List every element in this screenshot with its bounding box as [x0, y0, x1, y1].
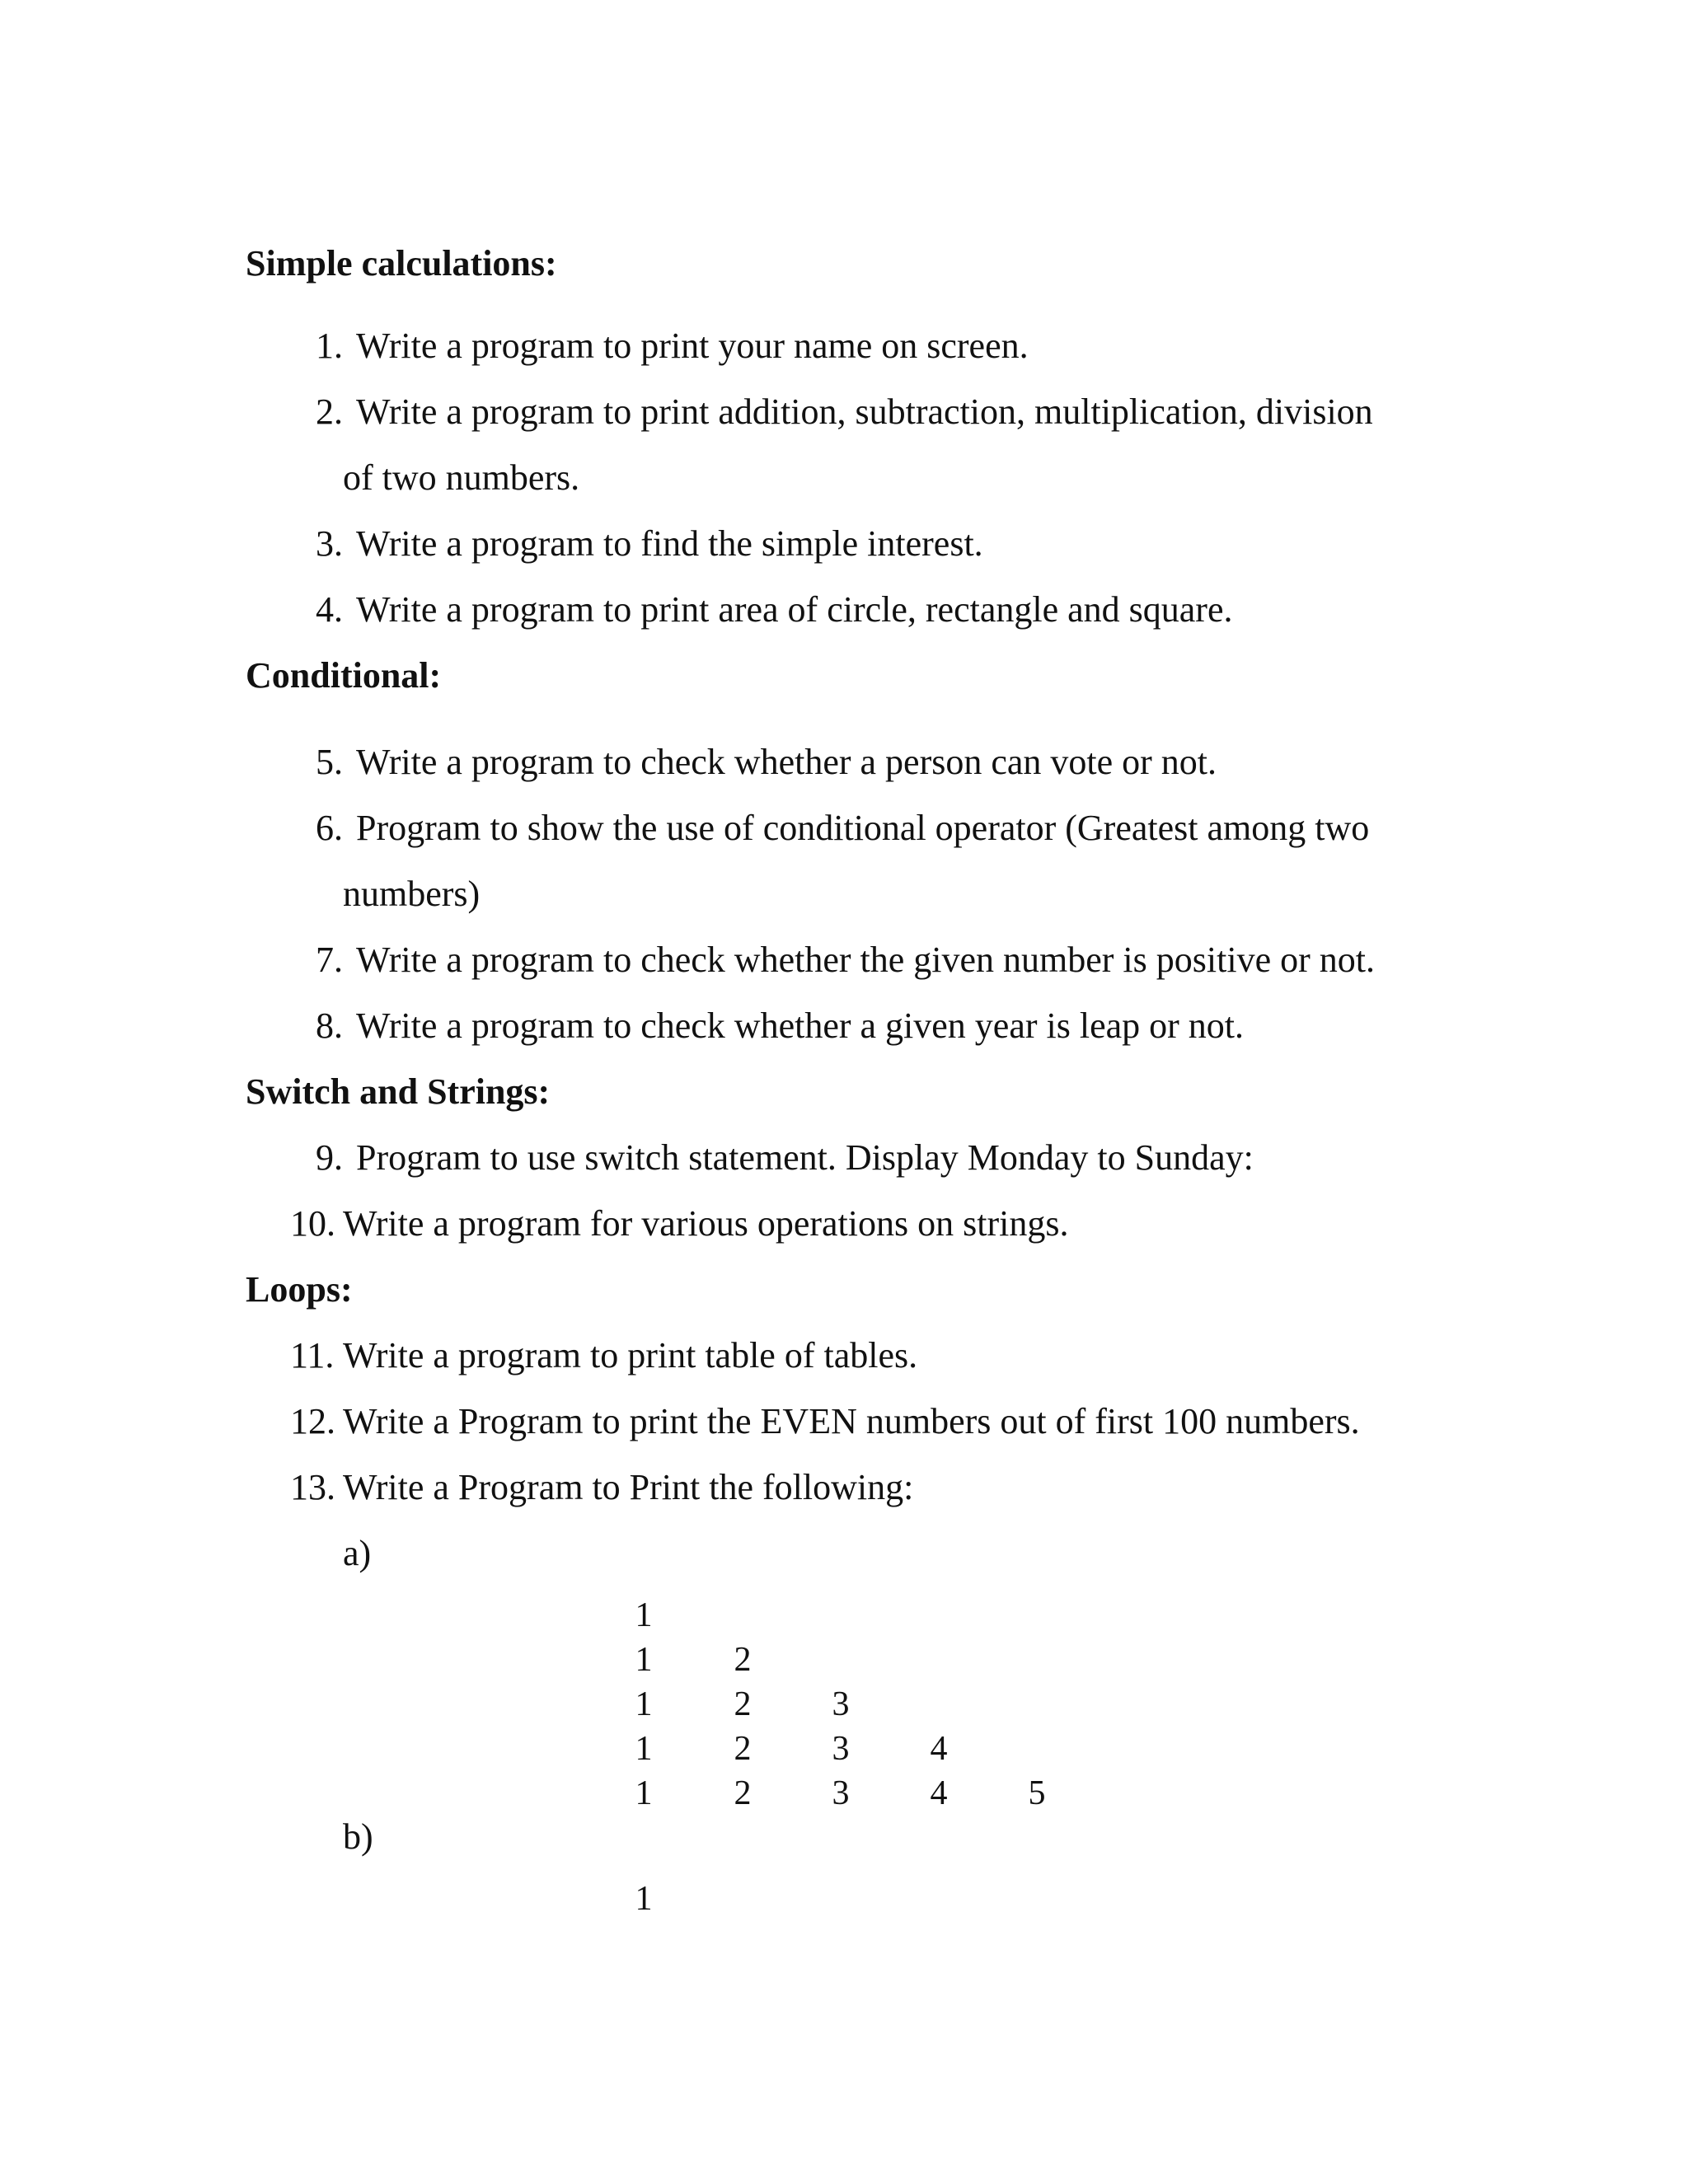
pattern-cell: 4 — [930, 1774, 948, 1812]
pattern-cell: 1 — [635, 1880, 653, 1918]
item-number: 9. — [316, 1137, 343, 1178]
list-item-1 — [290, 328, 1029, 364]
list-item-2-continuation: of two numbers. — [343, 457, 580, 498]
pattern-cell: 3 — [832, 1685, 850, 1723]
list-item-6 — [290, 810, 1369, 846]
item-text: Write a program to print table of tables. — [343, 1335, 918, 1376]
item-number: 3. — [316, 523, 343, 564]
pattern-cell: 1 — [635, 1596, 653, 1634]
item-number: 13. — [290, 1467, 335, 1507]
item-number: 2. — [316, 391, 343, 432]
item-number: 10. — [290, 1203, 335, 1244]
pattern-cell: 3 — [832, 1730, 850, 1768]
item-text: Write a program to check whether a given year is leap or not. — [356, 1005, 1245, 1046]
item-number: 11. — [290, 1335, 335, 1376]
pattern-cell: 2 — [734, 1685, 752, 1723]
item-number: 5. — [316, 742, 343, 782]
item-text: Write a Program to print the EVEN numbers out of first 100 numbers. — [343, 1401, 1360, 1441]
list-item-5 — [290, 744, 1217, 780]
pattern-cell: 1 — [635, 1685, 653, 1723]
pattern-cell: 4 — [930, 1730, 948, 1768]
item-text: Write a program to print area of circle, rectangle and square. — [356, 589, 1233, 630]
list-item-10 — [290, 1203, 1069, 1244]
item-text: Write a Program to Print the following: — [343, 1467, 914, 1507]
item-text: Write a program to print addition, subtraction, multiplication, division — [356, 391, 1373, 432]
sub-label-b: b) — [343, 1816, 373, 1857]
item-number: 4. — [316, 589, 343, 630]
section-heading-conditional: Conditional: — [246, 655, 442, 696]
list-item-2 — [290, 391, 1373, 432]
list-item-6-continuation: numbers) — [343, 874, 481, 914]
section-heading-switch-and-strings: Switch and Strings: — [246, 1071, 551, 1112]
section-heading-loops: Loops: — [246, 1269, 353, 1310]
pattern-cell: 1 — [635, 1774, 653, 1812]
list-item-8 — [290, 1005, 1245, 1046]
pattern-cell: 5 — [1028, 1774, 1046, 1812]
pattern-cell: 2 — [734, 1730, 752, 1768]
item-number: 6. — [316, 808, 343, 848]
item-number: 7. — [316, 940, 343, 980]
item-text: Write a program to print your name on screen. — [356, 326, 1029, 366]
item-number: 8. — [316, 1005, 343, 1046]
list-item-4 — [290, 589, 1233, 630]
list-item-13 — [290, 1469, 913, 1506]
item-text: Write a program to check whether a person can vote or not. — [356, 742, 1217, 782]
item-number: 1. — [316, 326, 343, 366]
item-text: Write a program to find the simple interest. — [356, 523, 983, 564]
pattern-cell: 3 — [832, 1774, 850, 1812]
list-item-11 — [290, 1335, 918, 1376]
item-text: Program to use switch statement. Display Monday to Sunday: — [356, 1137, 1254, 1178]
list-item-3 — [290, 523, 983, 564]
pattern-cell: 2 — [734, 1641, 752, 1679]
pattern-cell: 2 — [734, 1774, 752, 1812]
pattern-cell: 1 — [635, 1730, 653, 1768]
section-heading-simple-calculations: Simple calculations: — [246, 243, 557, 284]
pattern-cell: 1 — [635, 1641, 653, 1679]
sub-label-a: a) — [343, 1533, 372, 1573]
list-item-12 — [290, 1401, 1360, 1441]
item-number: 12. — [290, 1401, 335, 1441]
list-item-9 — [290, 1137, 1254, 1178]
item-text: Program to show the use of conditional operator (Greatest among two — [356, 808, 1370, 848]
list-item-7 — [290, 942, 1375, 978]
item-text: Write a program to check whether the given number is positive or not. — [356, 940, 1375, 980]
item-text: Write a program for various operations on strings. — [343, 1203, 1069, 1244]
